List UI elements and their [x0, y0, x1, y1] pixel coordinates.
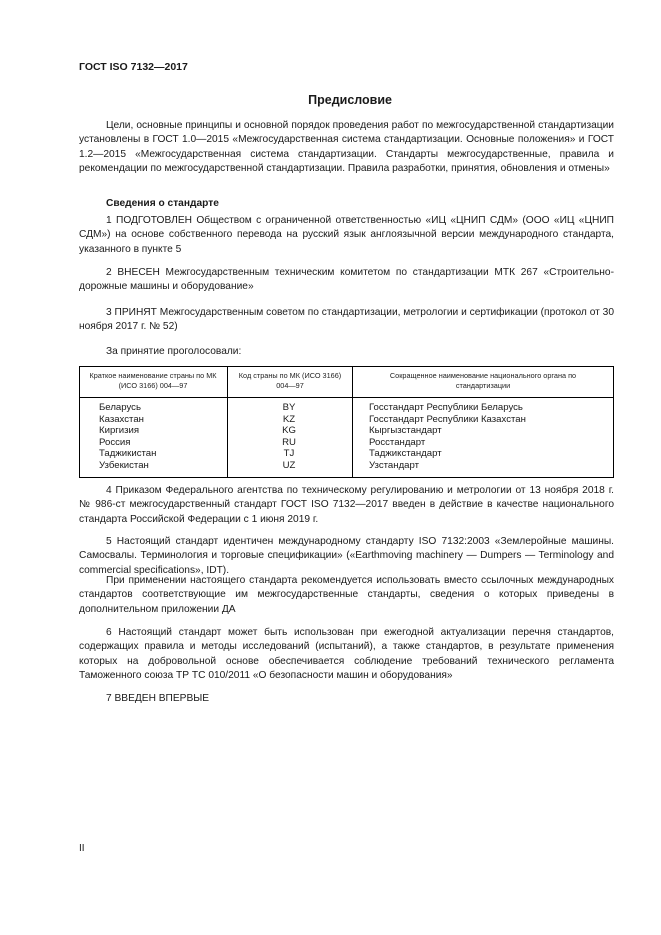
table-row: UZ [282, 459, 296, 471]
paragraph-5: 5 Настоящий стандарт идентичен международному стандарту ISO 7132:2003 «Землеройные машины. Самосвалы. Терминология и торговые спецификации» («Earthmoving machinery — Dumpers — Terminology and commercial specifications», IDT). [79, 536, 614, 576]
table-row: Казахстан [99, 413, 144, 425]
paragraph-1: 1 ПОДГОТОВЛЕН Обществом с ограниченной ответственностью «ИЦ «ЦНИП СДМ» (ООО «ИЦ «ЦНИП СДМ») на основе собственного перевода на русский язык англоязычной версии международного стандарта, указанного в пункте 5 [79, 215, 614, 255]
table-row: Киргизия [99, 425, 140, 437]
paragraph-6: 6 Настоящий стандарт может быть использован при ежегодной актуализации перечня стандартов, содержащих правила и методы исследований (испытаний), а также стандартов, в результате применения которых на добровольной основе обеспечивается соблюдение требований технического регламента Таможенного союза ТР ТС 010/2011 «О безопасности машин и оборудования» [79, 627, 614, 681]
table-row: Таджикстандарт [369, 448, 442, 460]
table-header-country: Краткое наименование страны по МК (ИСО 3166) 004—97 [89, 371, 217, 390]
vote-label: За принятие проголосовали: [106, 346, 242, 357]
document-code-header: ГОСТ ISO 7132—2017 [79, 61, 188, 73]
table-row: Таджикистан [99, 448, 157, 460]
table-row: Кыргызстандарт [369, 425, 442, 437]
table-row: Беларусь [99, 402, 141, 413]
paragraph-7: 7 ВВЕДЕН ВПЕРВЫЕ [106, 693, 210, 704]
table-row: RU [282, 436, 296, 448]
paragraph-2: 2 ВНЕСЕН Межгосударственным техническим комитетом по стандартизации МТК 267 «Строительно-дорожные машины и оборудование» [79, 267, 614, 293]
table-header-authority: Сокращенное наименование национального органа по стандартизации [389, 371, 577, 390]
table-row: Госстандарт Республики Беларусь [369, 402, 523, 413]
table-row: Госстандарт Республики Казахстан [369, 413, 526, 425]
table-row: KZ [282, 413, 296, 425]
table-column-code [227, 402, 351, 472]
voting-table [79, 366, 614, 478]
paragraph-3: 3 ПРИНЯТ Межгосударственным советом по стандартизации, метрологии и сертификации (протокол от 30 ноября 2017 г. № 52) [79, 307, 614, 333]
table-row: Узбекистан [99, 459, 149, 471]
table-row: Росстандарт [369, 436, 426, 448]
paragraph-5-note: При применении настоящего стандарта рекомендуется использовать вместо ссылочных международных стандартов соответствующие им межгосударственные стандарты, сведения о которых приведены в дополнительном приложении ДА [79, 575, 614, 615]
table-header-code: Код страны по МК (ИСО 3166) 004—97 [238, 371, 342, 390]
paragraph-4: 4 Приказом Федерального агентства по техническому регулированию и метрологии от 13 ноября 2018 г. № 986-ст межгосударственный стандарт ГОСТ ISO 7132—2017 введен в действие в качестве национального стандарта Российской Федерации с 1 июня 2019 г. [79, 485, 614, 525]
table-column-country [99, 402, 156, 472]
table-column-authority [369, 402, 526, 472]
page-title [79, 93, 614, 107]
page-title-text: Предисловие [308, 93, 392, 107]
page-number: II [79, 843, 85, 854]
table-row: BY [282, 402, 296, 413]
table-row: Россия [99, 436, 131, 448]
section-heading: Сведения о стандарте [106, 198, 219, 209]
table-row: TJ [283, 448, 295, 460]
intro-paragraph: Цели, основные принципы и основной порядок проведения работ по межгосударственной стандартизации установлены в ГОСТ 1.0—2015 «Межгосударственная система стандартизации. Основные положения» и ГОСТ 1.2—2015 «Межгосударственная система стандартизации. Стандарты межгосударственные, правила и рекомендации по межгосударственной стандартизации. Правила разработки, принятия, обновления и отмены» [79, 120, 614, 174]
table-row: KG [282, 425, 296, 437]
table-row: Узстандарт [369, 459, 420, 471]
